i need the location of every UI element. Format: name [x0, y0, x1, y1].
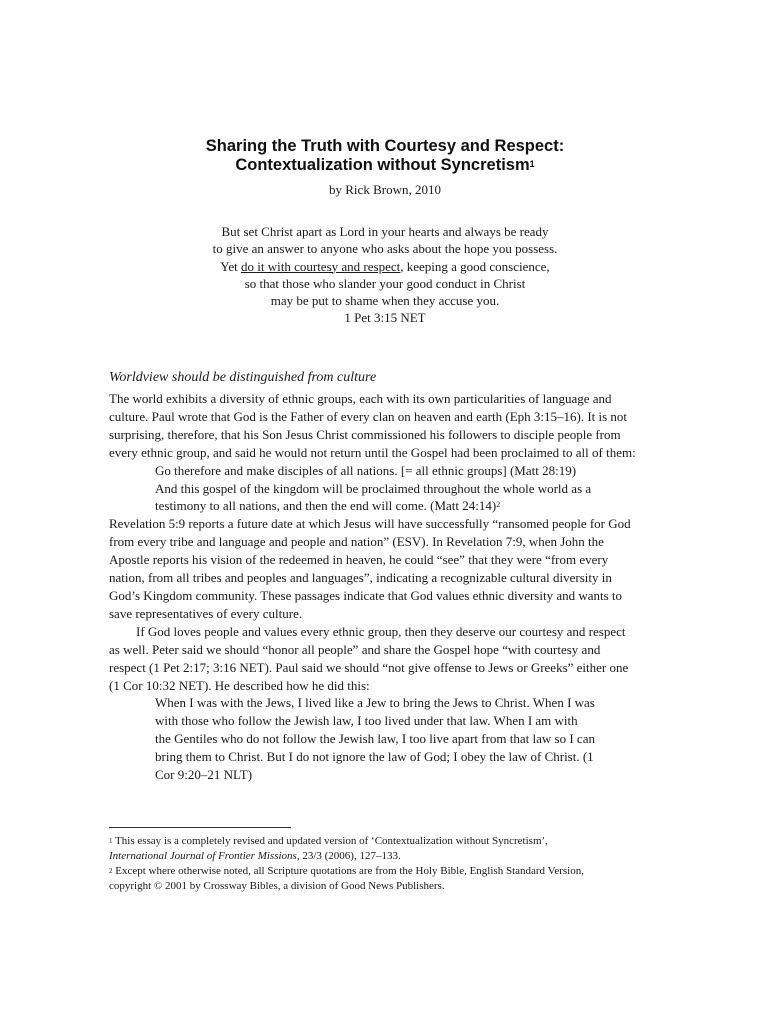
quote-line: Cor 9:20–21 NLT): [155, 767, 253, 783]
epigraph: [0, 223, 770, 327]
footnote-1-citation: , 23/3 (2006), 127–133.: [296, 850, 401, 862]
paragraph-line: Apostle reports his vision of the redeemed in heaven, he could “see” that they were “from every: [109, 552, 609, 568]
paragraph-line: God’s Kingdom community. These passages indicate that God values ethnic diversity and wants to: [109, 587, 623, 603]
epigraph-line: so that those who slander your good conduct in Christ: [244, 275, 526, 291]
section-body: [109, 390, 661, 784]
footnote-1-mark: 1: [109, 837, 113, 845]
paragraph-line: respect (1 Pet 2:17; 3:16 NET). Paul said we should “not give offense to Jews or Greeks” either one: [109, 659, 629, 675]
footnote-mark-2[interactable]: 2: [496, 500, 501, 510]
block-quote-matt-24: [109, 480, 661, 516]
epigraph-line-3-post: , keeping a good conscience,: [400, 258, 550, 274]
epigraph-line: [0, 258, 770, 275]
footnote-divider: [109, 827, 291, 828]
paragraph-line: surprising, therefore, that his Son Jesus Christ commissioned his followers to disciple people from: [109, 426, 621, 442]
quote-line: [109, 497, 661, 515]
quote-line: the Gentiles who do not follow the Jewish law, I too live apart from that law so I can: [155, 731, 595, 747]
paragraph-line: from every tribe and language and people and nation” (ESV). In Revelation 7:9, when John the: [109, 534, 604, 550]
title-line-2-text: Contextualization without Syncretism: [235, 156, 530, 174]
epigraph-reference: 1 Pet 3:15 NET: [344, 310, 426, 326]
paragraph-line: as well. Peter said we should “honor all people” and share the Gospel hope “with courtesy and: [109, 641, 601, 657]
title-footnote-mark[interactable]: 1: [529, 159, 535, 169]
block-quote-matt-28: [109, 462, 661, 480]
footnotes: [109, 834, 669, 894]
quote-line: bring them to Christ. But I do not ignore the law of God; I obey the law of Christ. (1: [155, 749, 594, 765]
epigraph-line: But set Christ apart as Lord in your hearts and always be ready: [221, 224, 549, 239]
footnote-1-text: This essay is a completely revised and updated version of ‘Contextualization without Syncretism’,: [112, 835, 548, 847]
paragraph-2: [109, 515, 661, 622]
footnote-2-line: copyright © 2001 by Crossway Bibles, a division of Good News Publishers.: [109, 880, 445, 892]
quote-line: And this gospel of the kingdom will be proclaimed throughout the whole world as a: [155, 480, 592, 496]
paragraph-1: [109, 390, 661, 462]
quote-line-text: testimony to all nations, and then the end will come. (Matt 24:14): [155, 498, 497, 514]
paragraph-line: Revelation 5:9 reports a future date at which Jesus will have successfully “ransomed people for God: [109, 516, 631, 532]
footnote-1-line: [109, 834, 669, 849]
footnote-2-mark: 2: [109, 867, 113, 875]
paragraph-line: The world exhibits a diversity of ethnic groups, each with its own particularities of language and: [109, 391, 612, 406]
paragraph-line: If God loves people and values every ethnic group, then they deserve our courtesy and respect: [136, 623, 626, 639]
paragraph-line: every ethnic group, and said he would not return until the Gospel had been proclaimed to all of them:: [109, 444, 636, 460]
footnote-2-text: Except where otherwise noted, all Scripture quotations are from the Holy Bible, English Standard Version,: [112, 865, 584, 877]
epigraph-line: to give an answer to anyone who asks about the hope you possess.: [212, 241, 558, 257]
paragraph-line: save representatives of every culture.: [109, 605, 303, 621]
page-title: [0, 137, 770, 175]
paragraph-line: culture. Paul wrote that God is the Father of every clan on heaven and earth (Eph 3:15–16). It is not: [109, 408, 628, 424]
title-line-2: [0, 156, 770, 175]
section-heading: Worldview should be distinguished from culture: [109, 370, 377, 385]
title-line-1: Sharing the Truth with Courtesy and Respect:: [205, 137, 565, 155]
footnote-1-line: [109, 849, 669, 864]
epigraph-line-3-pre: Yet: [220, 258, 242, 274]
quote-line: When I was with the Jews, I lived like a Jew to bring the Jews to Christ. When I was: [155, 695, 595, 711]
epigraph-underlined-phrase: do it with courtesy and respect: [241, 258, 401, 274]
paragraph-line: (1 Cor 10:32 NET). He described how he did this:: [109, 677, 370, 693]
paragraph-3: [109, 623, 661, 695]
paragraph-line: nation, from all tribes and peoples and languages”, indicating a recognizable cultural diversity in: [109, 570, 612, 586]
epigraph-line: may be put to shame when they accuse you.: [270, 293, 500, 309]
block-quote-1-cor-9: [109, 694, 661, 784]
quote-line: Go therefore and make disciples of all nations. [= all ethnic groups] (Matt 28:19): [155, 462, 577, 478]
byline: by Rick Brown, 2010: [329, 182, 441, 197]
quote-line: with those who follow the Jewish law, I too lived under that law. When I am with: [155, 713, 578, 729]
footnote-2-line: [109, 864, 669, 879]
footnote-1-journal: International Journal of Frontier Missions: [109, 850, 297, 862]
